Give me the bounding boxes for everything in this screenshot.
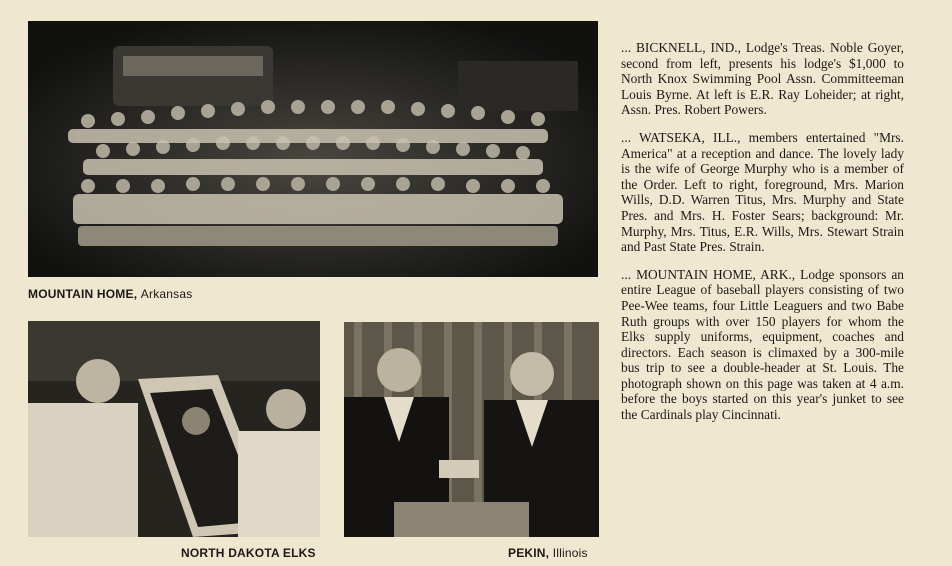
caption-mountain-home: MOUNTAIN HOME, Arkansas xyxy=(28,287,193,301)
photo-pekin xyxy=(344,322,599,537)
paragraph-bicknell: ... BICKNELL, IND., Lodge's Treas. Noble Goyer, second from left, presents his lodge's $1,000 to North Knox Swimming Pool Assn. Committeeman Louis Byrne. At left is E.R. Ray Loheider; at right, Assn. Pres. Robert Powers. xyxy=(621,40,904,118)
photo-mountain-home-group xyxy=(28,21,598,277)
paragraph-mountain-home: ... MOUNTAIN HOME, ARK., Lodge sponsors an entire League of baseball players consisting of two Pee-Wee teams, four Little Leaguers and two Babe Ruth groups with over 150 players for whom the Elks supply uniforms, equipment, coaches and directors. Each season is climaxed by a 300-mile bus trip to see a double-header at St. Louis. The photograph shown on this page was taken at 4 a.m. before the boys started on this year's junket to see the Cardinals play Cincinnati. xyxy=(621,266,904,423)
paragraph-watseka: ... WATSEKA, ILL., members entertained "Mrs. America" at a reception and dance. The lovely lady is the wife of George Murphy who is a member of the Order. Left to right, foreground, Mrs. Marion Wills, D.D. Warren Titus, Mrs. Murphy and State Pres. and Mrs. H. Foster Sears; background: Mr. Murphy, Mrs. Titus, E.R. Wills, Mrs. Stewart Strain and Past State Pres. Strain. xyxy=(621,129,904,255)
photo-north-dakota-elks xyxy=(28,321,320,537)
caption-pekin: PEKIN, Illinois xyxy=(508,546,588,560)
caption-north-dakota-elks: NORTH DAKOTA ELKS xyxy=(181,546,316,560)
article-text-column xyxy=(621,40,904,435)
